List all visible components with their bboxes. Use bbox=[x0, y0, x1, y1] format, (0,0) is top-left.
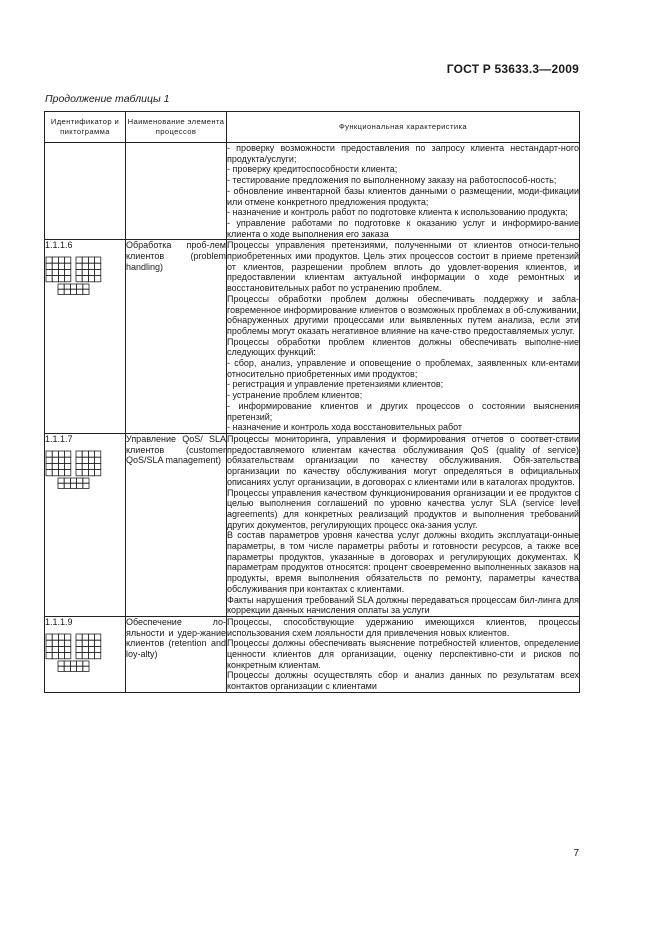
description-paragraph: - обновление инвентарной базы клиентов данными о размещении, моди-фикации или отмене конкретного предложения продукта; bbox=[227, 185, 579, 207]
process-id: 1.1.1.6 bbox=[45, 240, 73, 251]
description-paragraph: - информирование клиентов и других процессов о состоянии выяснения претензий; bbox=[227, 400, 579, 422]
process-id: 1.1.1.9 bbox=[45, 616, 73, 627]
process-id: 1.1.1.7 bbox=[45, 433, 73, 444]
header-identifier: Идентификатор и пиктограмма bbox=[45, 112, 126, 143]
description-paragraph: Процессы должны обеспечивать выяснение потребностей клиентов, определение ценности клиентов для организации, оценку перспективно-сти и рисков по конкретным клиентам. bbox=[227, 638, 579, 670]
process-name: Обработка проб-лем клиентов (problem handling) bbox=[126, 240, 226, 272]
description-cell bbox=[227, 240, 580, 434]
description-paragraph: Процессы должны осуществлять сбор и анализ данных по результатам всех контактов организации с клиентами bbox=[227, 670, 579, 692]
table-row bbox=[45, 240, 580, 434]
table-row bbox=[45, 616, 580, 692]
description-paragraph: Процессы, способствующие удержанию имеющихся клиентов, процессы использования схем лояльности для привлечения новых клиентов. bbox=[227, 616, 579, 638]
header-functional-description: Функциональная характеристика bbox=[227, 112, 580, 143]
identifier-cell bbox=[45, 433, 126, 616]
identifier-cell bbox=[45, 240, 126, 434]
description-paragraph: - регистрация и управление претензиями клиентов; bbox=[227, 379, 444, 390]
page-number: 7 bbox=[573, 848, 579, 859]
process-table bbox=[44, 111, 580, 693]
process-pictogram-icon bbox=[45, 256, 105, 296]
element-name-cell bbox=[126, 240, 227, 434]
description-paragraph: - управление работами по подготовке к оказанию услуг и информиро-вание клиента о ходе выполнения его заказа bbox=[227, 217, 579, 239]
description-paragraph: Процессы мониторинга, управления и формирования отчетов о соответ-ствии предоставляемого клиентам качества обслуживания QoS (quality of service) обязательствам организации по качеству обслуживания. Обя-зательства организации по качеству обслуживания могут определяться в официальных описаниях услуг организации, в договорах с клиентами или в каталогах продуктов. bbox=[227, 433, 579, 487]
element-name-cell bbox=[126, 616, 227, 692]
standard-number: ГОСТ Р 53633.3—2009 bbox=[446, 62, 579, 76]
description-paragraph: - проверку кредитоспособности клиента; bbox=[227, 164, 398, 175]
table-header-row bbox=[45, 112, 580, 143]
description-paragraph: - сбор, анализ, управление и оповещение о проблемах, заявленных кли-ентами относительно приобретенных ими продуктов; bbox=[227, 358, 579, 379]
description-paragraph: Процессы обработки проблем клиентов должны обеспечивать выполне-ние следующих функций: bbox=[227, 336, 579, 358]
description-paragraph: Процессы управления качеством функционирования организации и ее продуктов с целью выполнения соглашений по уровню качества услуг SLA (service level agreements) для конкретных реализаций продуктов и выполнения требований других документов, регулирующих процесс ока-зания услуг. bbox=[227, 487, 579, 530]
process-pictogram-icon bbox=[45, 633, 105, 673]
description-paragraph: - проверку возможности предоставления по запросу клиента нестандарт-ного продукта/услуги; bbox=[227, 143, 579, 164]
description-paragraph: Процессы управления претензиями, полученными от клиентов относи-тельно приобретенных ими продуктов. Цель этих процессов состоит в приеме претензий от клиентов, разрешении проблем вплоть до удовлет-ворения клиентов, и предоставлении клиентам актуальной информации о ходе ремонтных и восстановительных работ по устранению проблем. bbox=[227, 240, 579, 294]
description-paragraph: - устранение проблем клиентов; bbox=[227, 390, 363, 401]
description-paragraph: - тестирование предложения по выполненному заказу на работоспособ-ность; bbox=[227, 175, 557, 186]
element-name-cell bbox=[126, 433, 227, 616]
table-caption: Продолжение таблицы 1 bbox=[45, 93, 170, 105]
description-paragraph: В состав параметров уровня качества услуг должны входить эксплуатаци-онные параметры, в том числе параметры работы и готовности ресурсов, а также все параметры продуктов, указанные в договорах и регулирующих документах. К параметрам продуктов относятся: процент своевременно выполненных заказов на продукты, время выполнения обязательств по ремонту, параметры качества обслуживания при контактах с клиентами. bbox=[227, 530, 579, 594]
description-cell bbox=[227, 143, 580, 240]
identifier-cell bbox=[45, 143, 126, 240]
table-row bbox=[45, 433, 580, 616]
description-cell bbox=[227, 616, 580, 692]
process-name: Обеспечение ло-яльности и удер-жание клиентов (retention and loy-alty) bbox=[126, 616, 226, 660]
table-row bbox=[45, 143, 580, 240]
identifier-cell bbox=[45, 616, 126, 692]
element-name-cell bbox=[126, 143, 227, 240]
description-cell bbox=[227, 433, 580, 616]
header-element-name: Наименование элемента процессов bbox=[126, 112, 227, 143]
process-pictogram-icon bbox=[45, 450, 105, 490]
process-name: Управление QoS/ SLA клиентов (customer QoS/SLA management) bbox=[126, 433, 226, 466]
description-paragraph: - назначение и контроль работ по подготовке клиента к использованию продукта; bbox=[227, 207, 568, 218]
description-paragraph: - назначение и контроль хода восстановительных работ bbox=[227, 422, 463, 433]
description-paragraph: Факты нарушения требований SLA должны передаваться процессам бил-линга для коррекции данных начисления оплаты за услуги bbox=[227, 594, 579, 616]
description-paragraph: Процессы обработки проблем должны обеспечивать поддержку и забла-говременное информирование клиентов о возможных проблемах в об-служивании, обнаруженных другими процессами или выявленных путем анализа, если эти проблемы могут оказать негативное влияние на каче-ство предоставляемых услуг. bbox=[227, 293, 579, 336]
